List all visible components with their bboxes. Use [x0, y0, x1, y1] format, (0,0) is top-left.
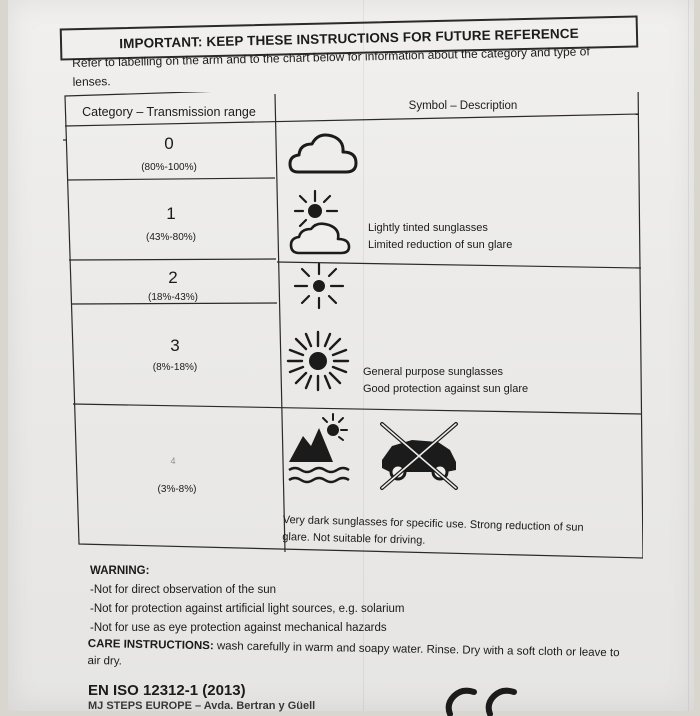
category-3-desc-line1: General purpose sunglasses — [363, 366, 504, 378]
category-1-range: (43%-80%) — [145, 232, 197, 243]
category-4-number: 4 — [170, 456, 176, 466]
warning-item-1: -Not for direct observation of the sun — [90, 584, 277, 596]
category-4-desc-line1: Very dark sunglasses for specific use. Strong reduction of sun — [282, 513, 584, 534]
sun-icon — [289, 262, 349, 310]
warning-item-3: -Not for use as eye protection against mechanical hazards — [90, 622, 387, 634]
category-2-number: 2 — [168, 268, 178, 287]
paper-edge-line — [688, 0, 689, 711]
category-0-number: 0 — [164, 134, 174, 153]
category-2-range: (18%-43%) — [147, 292, 199, 303]
care-label: CARE INSTRUCTIONS: — [87, 637, 214, 653]
header-category: Category – Transmission range — [82, 105, 256, 119]
cloud-icon — [288, 128, 360, 178]
category-0-range: (80%-100%) — [141, 162, 197, 173]
no-driving-icon — [376, 420, 462, 492]
category-3-range: (8%-18%) — [152, 362, 198, 373]
warning-item-2: -Not for protection against artificial light sources, e.g. solarium — [90, 603, 405, 615]
strong-sun-icon — [285, 330, 351, 392]
category-1-description — [368, 220, 512, 254]
sun-cloud-icon — [285, 187, 357, 257]
warning-section — [90, 562, 404, 638]
intro-line-2: lenses. — [72, 74, 111, 89]
category-3-description — [363, 364, 528, 398]
category-4-range: (3%-8%) — [157, 484, 197, 495]
category-1-desc-line2: Limited reduction of sun glare — [368, 239, 513, 251]
warning-title: WARNING: — [90, 565, 150, 577]
manufacturer-address: MJ STEPS EUROPE – Avda. Bertran y Güell — [88, 700, 316, 712]
mountain-sun-icon — [285, 410, 355, 490]
intro-line-1: Refer to labelling on the arm and to the chart below for information about the category and type of — [72, 44, 590, 70]
category-3-number: 3 — [170, 336, 180, 355]
care-text: wash carefully in warm and soapy water. Rinse. Dry with a soft cloth or leave to air dry. — [87, 640, 620, 668]
category-1-number: 1 — [166, 204, 176, 223]
category-1-desc-line1: Lightly tinted sunglasses — [368, 222, 488, 234]
iso-standard: EN ISO 12312-1 (2013) — [88, 682, 246, 699]
title-text: IMPORTANT: KEEP THESE INSTRUCTIONS FOR FUTURE REFERENCE — [119, 25, 579, 51]
category-4-desc-line2: glare. Not suitable for driving. — [282, 530, 426, 547]
ce-mark-icon — [440, 686, 530, 716]
category-3-desc-line2: Good protection against sun glare — [363, 383, 529, 395]
header-symbol: Symbol – Description — [408, 100, 518, 112]
category-table — [63, 92, 643, 562]
